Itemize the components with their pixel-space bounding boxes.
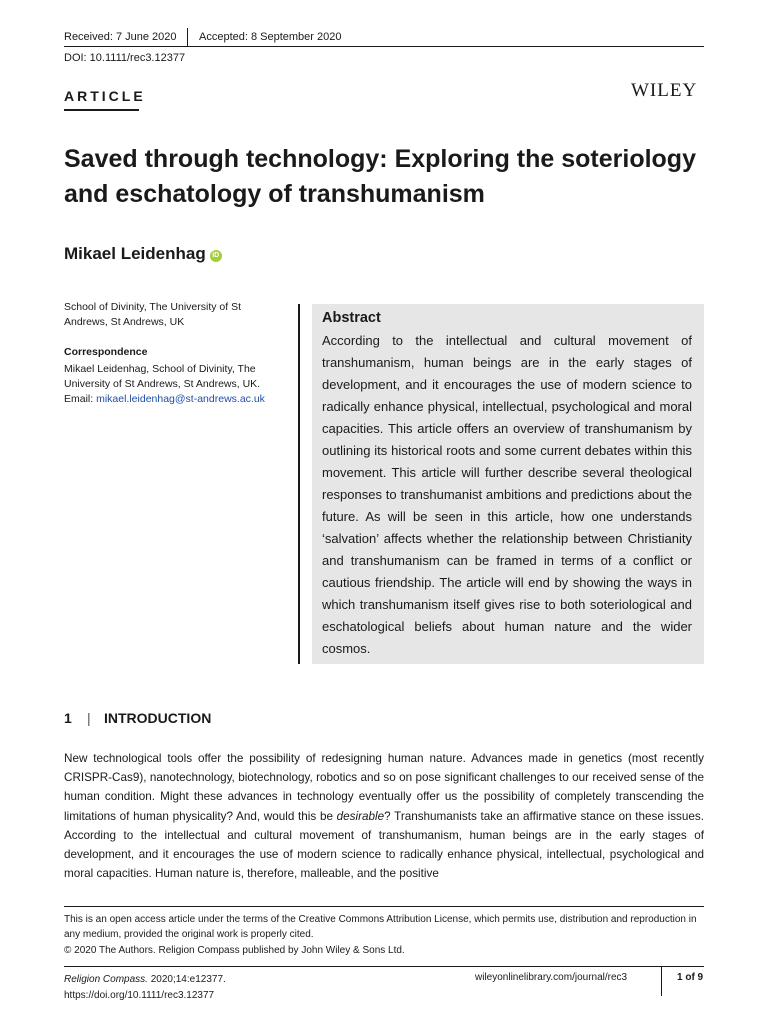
journal-url-link[interactable]: wileyonlinelibrary.com/journal/rec3 bbox=[475, 972, 628, 983]
correspondence-address: Mikael Leidenhag, School of Divinity, The University of St Andrews, St Andrews, UK. bbox=[64, 363, 261, 390]
author-line bbox=[64, 244, 222, 264]
abstract-text: According to the intellectual and cultural movement of transhumanism, human beings are in the early stages of development, and it encourages the use of modern science to radically enhance physical, intellectual, psychological and moral capacities. This article offers an overview of transhumanism by outlining its historical roots and some current debates within this movement. This article will further describe several theological responses to transhumanist ambitions and predictions about the future. As will be seen in this article, how one understands ‘salvation’ affects whether the relationship between Christianity and transhumanism can be framed in terms of a conflict or cautious friendship. The article will end by showing the ways in which transhumanism itself gives rise to both soteriological and eschatological beliefs about human nature and the wider cosmos. bbox=[322, 333, 692, 656]
article-type-underline bbox=[64, 109, 139, 111]
section-number: 1 bbox=[64, 710, 72, 726]
correspondence-heading: Correspondence bbox=[64, 346, 148, 358]
journal-volume: 2020;14:e12377. bbox=[147, 974, 226, 985]
orcid-icon[interactable]: iD bbox=[210, 250, 222, 262]
article-title: Saved through technology: Exploring the soteriology and eschatology of transhumanism bbox=[64, 145, 696, 208]
journal-citation bbox=[64, 972, 226, 1004]
header-divider bbox=[187, 28, 188, 47]
section-title: INTRODUCTION bbox=[104, 710, 212, 726]
author-name[interactable]: Mikael Leidenhag bbox=[64, 244, 206, 263]
correspondence-details bbox=[64, 362, 289, 407]
received-date: Received: 7 June 2020 bbox=[64, 31, 177, 43]
accepted-date: Accepted: 8 September 2020 bbox=[199, 31, 342, 43]
journal-name: Religion Compass. bbox=[64, 974, 148, 985]
doi-link[interactable]: https://doi.org/10.1111/rec3.12377 bbox=[64, 990, 215, 1001]
footer-rule bbox=[64, 906, 704, 907]
copyright-note: © 2020 The Authors. Religion Compass published by John Wiley & Sons Ltd. bbox=[64, 945, 405, 956]
author-affiliation: School of Divinity, The University of St Andrews, St Andrews, UK bbox=[64, 301, 242, 328]
license-note: This is an open access article under the terms of the Creative Commons Attribution License, which permits use, distribution and reproduction in any medium, provided the original work is properly cited. bbox=[64, 914, 697, 940]
abstract-heading: Abstract bbox=[322, 310, 381, 326]
publisher-logo: WILEY bbox=[631, 80, 698, 101]
abstract-side-rule bbox=[298, 304, 300, 664]
header-rule bbox=[64, 46, 704, 47]
paragraph-emphasis: desirable bbox=[336, 809, 385, 823]
bottom-rule bbox=[64, 966, 704, 967]
page-number-divider bbox=[661, 966, 662, 996]
email-label: Email: bbox=[64, 393, 97, 405]
paragraph-text-end: ? Transhumanists take an affirmative stance on these issues. According to the intellectual and cultural movement of transhumanism, human beings are in the early stages of development, and it encourages the use of modern science to radically enhance physical, intellectual, psychological and moral capacities. Human nature is, therefore, malleable, and the positive bbox=[64, 809, 704, 881]
page-number: 1 of 9 bbox=[677, 972, 704, 983]
section-separator: | bbox=[87, 710, 91, 726]
email-link[interactable]: mikael.leidenhag@st-andrews.ac.uk bbox=[96, 393, 265, 405]
paragraph-text-start: New technological tools offer the possibility of redesigning human nature. Advances made in genetics (most recently CRISPR-Cas9), nanotechnology, biotechnology, robotics and so on pose significant challenges to our received sense of the human condition. Might these advances in technology eventually offer us the possibility of completely transcending the limitations of human physicality? And, would this be bbox=[64, 752, 704, 823]
article-type-label: ARTICLE bbox=[64, 88, 146, 104]
introduction-paragraph bbox=[64, 749, 704, 883]
article-doi: DOI: 10.1111/rec3.12377 bbox=[64, 52, 186, 64]
